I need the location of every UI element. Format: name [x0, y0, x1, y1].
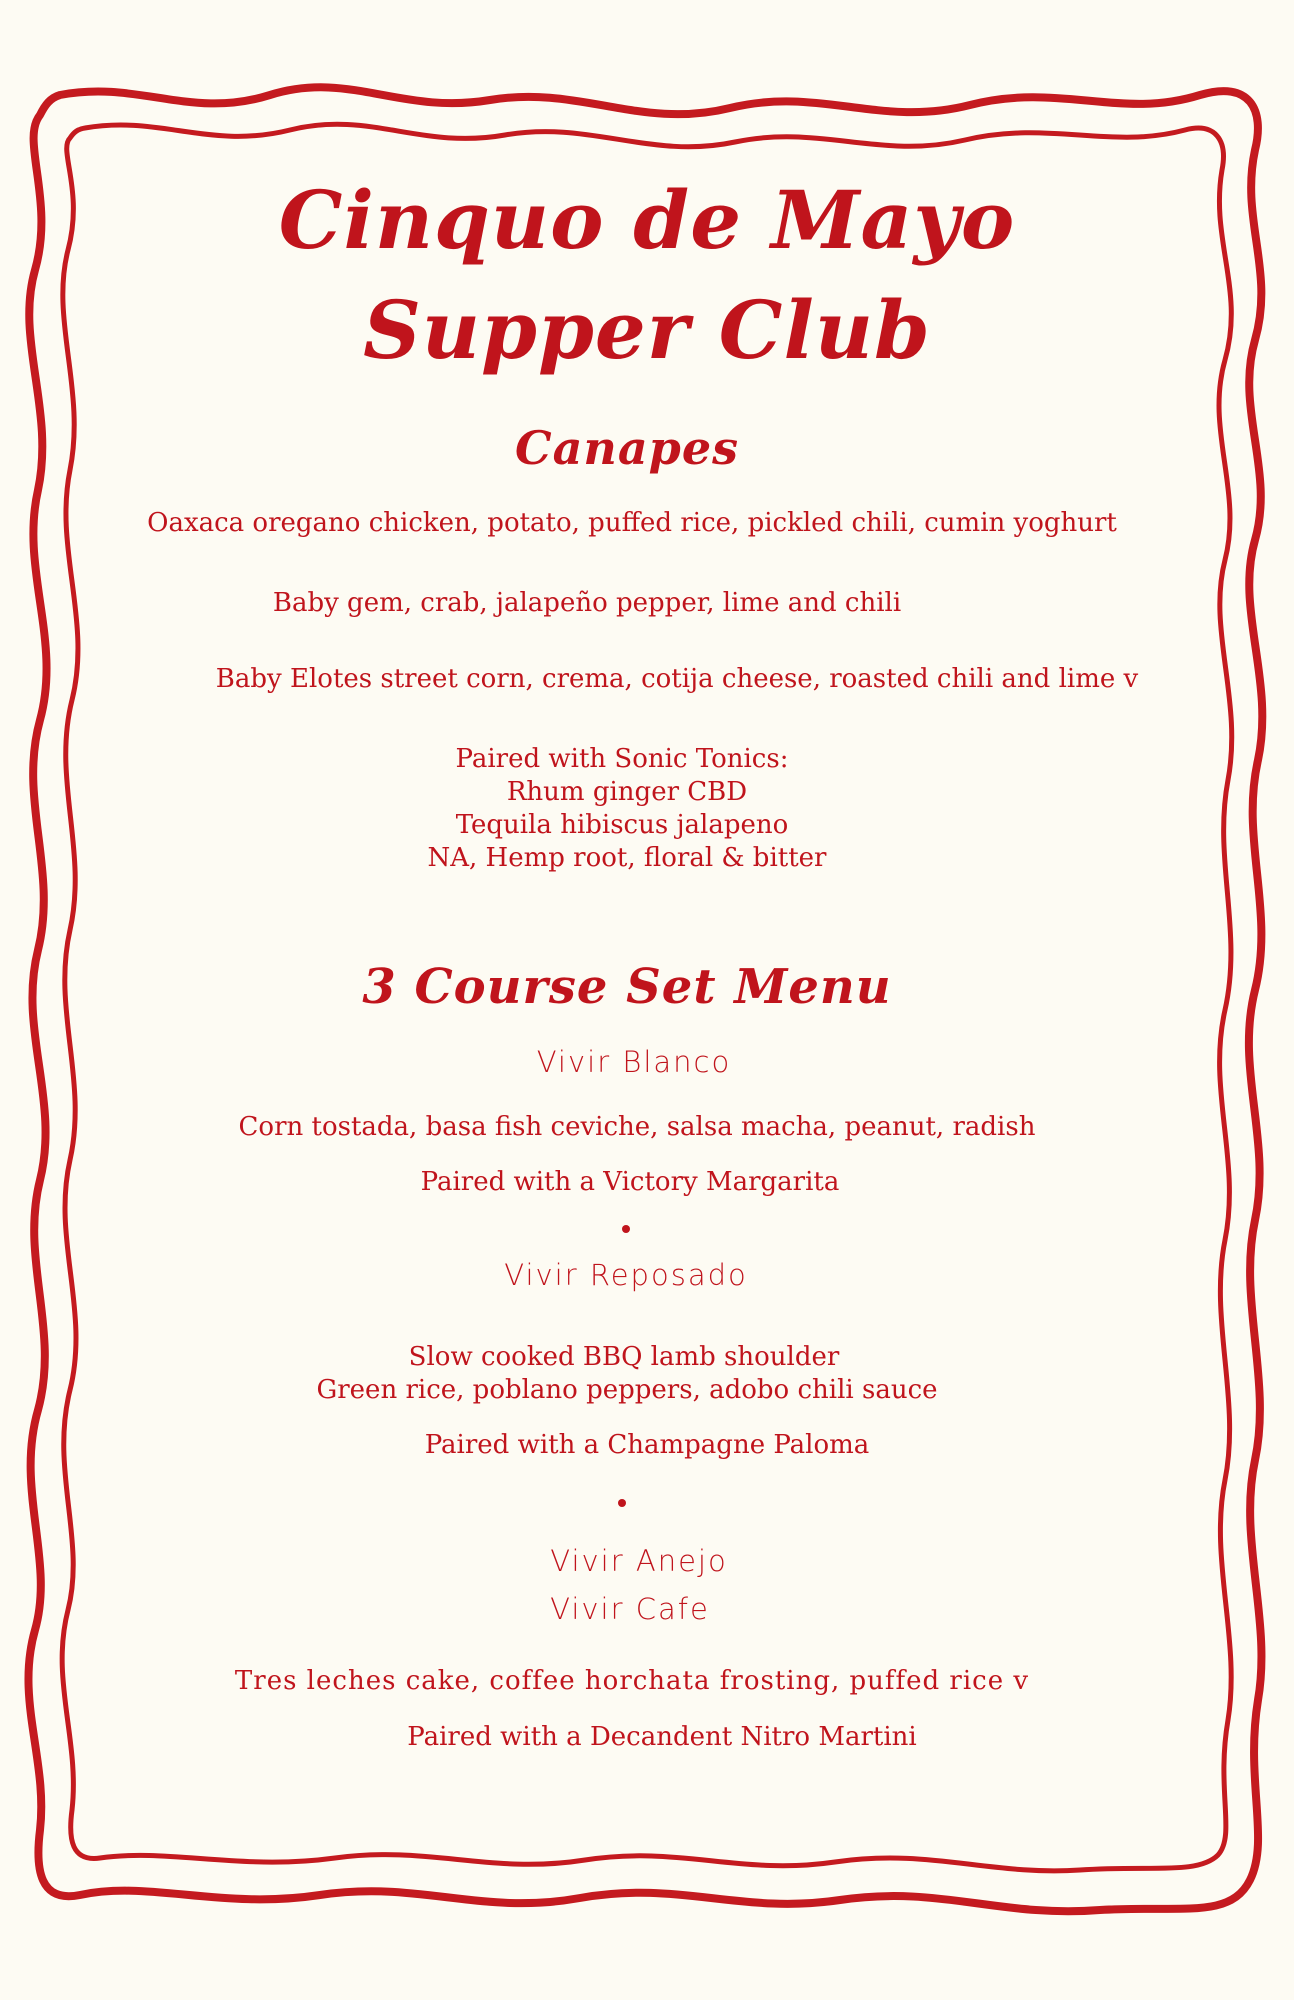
canapes-pairing-line: Rhum ginger CBD: [506, 777, 748, 807]
course-separator-dot: [618, 1499, 626, 1507]
course-spirit: Vivir Reposado: [504, 1258, 748, 1292]
canapes-heading: Canapes: [515, 421, 739, 475]
course-pairing: Paired with a Champagne Paloma: [424, 1430, 870, 1460]
course-dish: Green rice, poblano peppers, adobo chili sauce: [316, 1375, 938, 1405]
page-title-line-1: Cinquo de Mayo: [278, 173, 1016, 267]
canape-item: Baby gem, crab, jalapeño pepper, lime and chili: [272, 588, 902, 618]
canape-item: Oaxaca oregano chicken, potato, puffed rice, pickled chili, cumin yoghurt: [147, 508, 1117, 538]
course-pairing: Paired with a Victory Margarita: [420, 1167, 840, 1197]
course-separator-dot: [622, 1225, 630, 1233]
course-spirit: Vivir Blanco: [536, 1045, 732, 1079]
canapes-pairing-line: Tequila hibiscus jalapeno: [455, 810, 789, 840]
canapes-pairing-line: Paired with Sonic Tonics:: [455, 744, 789, 774]
course-dish: Corn tostada, basa fish ceviche, salsa macha, peanut, radish: [238, 1112, 1036, 1142]
canapes-pairing-line: NA, Hemp root, floral & bitter: [427, 843, 827, 873]
canape-item: Baby Elotes street corn, crema, cotija cheese, roasted chili and lime v: [215, 664, 1139, 694]
course-spirit: Vivir Anejo: [550, 1544, 728, 1578]
set-menu-heading: 3 Course Set Menu: [362, 959, 892, 1015]
course-pairing: Paired with a Decandent Nitro Martini: [407, 1722, 917, 1752]
course-dish: Slow cooked BBQ lamb shoulder: [408, 1342, 840, 1372]
page-title-line-2: Supper Club: [363, 283, 931, 377]
course-spirit: Vivir Cafe: [550, 1592, 710, 1626]
course-dish: Tres leches cake, coffee horchata frosting, puffed rice v: [234, 1666, 1030, 1696]
